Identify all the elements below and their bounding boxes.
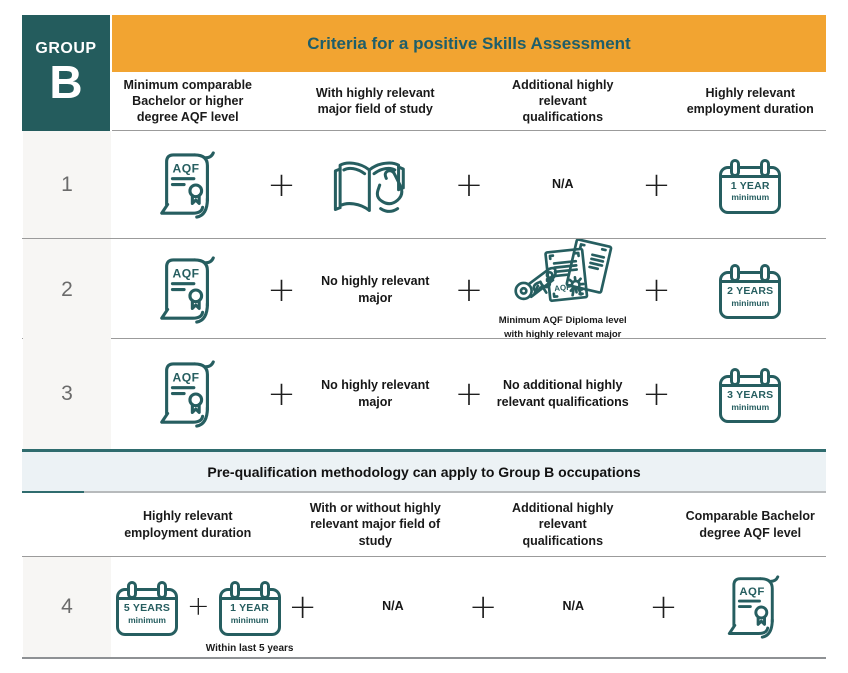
calendar-icon [719, 375, 781, 423]
calendar-ring [760, 264, 770, 282]
plus-sign: + [468, 587, 498, 627]
aqf-label: AQF [553, 282, 572, 294]
criteria-row-3 [22, 339, 826, 449]
diploma-qualifications-icon [505, 239, 621, 311]
plus-sign: + [267, 270, 296, 311]
calendar-icon [719, 271, 781, 319]
column-header-major: With highly relevant major field of study [315, 85, 435, 116]
major-value: No highly relevant major [321, 273, 430, 306]
duration-value: 3 YEARS [727, 389, 774, 401]
criteria-row-4 [22, 557, 826, 659]
aqf-label: AQF [172, 160, 200, 175]
column-header-degree-2: Comparable Bachelor degree AQF level [685, 509, 815, 540]
calendar-ring [157, 581, 167, 599]
calendar-ring [730, 159, 740, 177]
criteria-row-1 [22, 131, 826, 239]
plus-sign: + [454, 374, 484, 414]
calendar-ring [127, 581, 137, 599]
column-header-qualifications-2: Additional highly relevant qualifications [512, 501, 614, 548]
plus-sign: + [288, 587, 317, 627]
group-letter: B [49, 55, 83, 108]
row-number: 1 [23, 131, 111, 238]
group-b-badge [22, 15, 110, 131]
plus-sign: + [454, 270, 484, 311]
duration-qualifier: minimum [731, 297, 770, 308]
criteria-row-2 [22, 239, 826, 339]
aqf-certificate-icon [154, 146, 222, 224]
row-number: 2 [23, 239, 111, 342]
major-value: N/A [382, 599, 404, 614]
calendar-ring [760, 368, 770, 386]
criteria-title-bar [112, 15, 826, 72]
duration-value: 5 YEARS [123, 602, 171, 614]
column-header-qualifications: Additional highly relevant qualifications [512, 77, 614, 125]
criteria-title: Criteria for a positive Skills Assessment [307, 33, 631, 53]
duration-qualifier: minimum [230, 614, 269, 625]
duration-qualifier: minimum [731, 401, 770, 412]
row-number: 4 [23, 557, 111, 657]
calendar-icon [719, 166, 781, 214]
pre-qualification-text: Pre-qualification methodology can apply to Group B occupations [207, 463, 641, 480]
column-header-employment-2: Highly relevant employment duration [124, 509, 252, 540]
aqf-label: AQF [739, 586, 765, 599]
duration-value: 2 YEARS [727, 285, 774, 298]
duration-value: 1 YEAR [730, 179, 770, 192]
row-number: 3 [23, 339, 111, 449]
calendar-icon [116, 588, 178, 636]
duration-value: 1 YEAR [230, 602, 270, 614]
calendar-caption: Within last 5 years [205, 643, 294, 654]
top-column-headers [112, 72, 826, 131]
bottom-column-headers [22, 493, 826, 557]
diploma-caption: Minimum AQF Diploma level with highly relevant major [498, 315, 627, 340]
calendar-ring [260, 581, 270, 599]
plus-sign: + [649, 587, 678, 627]
qualifications-value: N/A [562, 599, 585, 614]
duration-qualifier: minimum [128, 614, 166, 625]
aqf-certificate-icon [154, 251, 222, 329]
plus-sign: + [267, 164, 296, 205]
aqf-label: AQF [172, 370, 200, 385]
calendar-ring [760, 159, 770, 177]
aqf-certificate-icon [154, 355, 222, 433]
calendar-ring [230, 581, 240, 599]
aqf-certificate-icon [722, 570, 786, 644]
aqf-label: AQF [172, 266, 200, 281]
calendar-ring [730, 368, 740, 386]
calendar-ring [730, 264, 740, 282]
pre-qualification-band [22, 449, 826, 493]
plus-sign: + [454, 164, 484, 205]
calendar-icon [219, 588, 281, 636]
major-value: No highly relevant major [321, 377, 430, 409]
plus-sign: + [187, 591, 210, 623]
column-header-degree: Minimum comparable Bachelor or higher degree AQF level [123, 77, 252, 125]
qualifications-value: N/A [551, 176, 574, 191]
plus-sign: + [642, 164, 671, 205]
plus-sign: + [642, 270, 671, 311]
plus-sign: + [267, 374, 296, 414]
column-header-major-2: With or without highly relevant major field of study [309, 501, 441, 548]
group-label: GROUP [35, 39, 97, 57]
qualifications-value: No additional highly relevant qualifications [496, 377, 629, 409]
header [22, 15, 826, 131]
column-header-employment: Highly relevant employment duration [686, 85, 814, 116]
duration-qualifier: minimum [731, 192, 770, 203]
plus-sign: + [642, 374, 671, 414]
open-book-hand-icon [333, 152, 417, 218]
